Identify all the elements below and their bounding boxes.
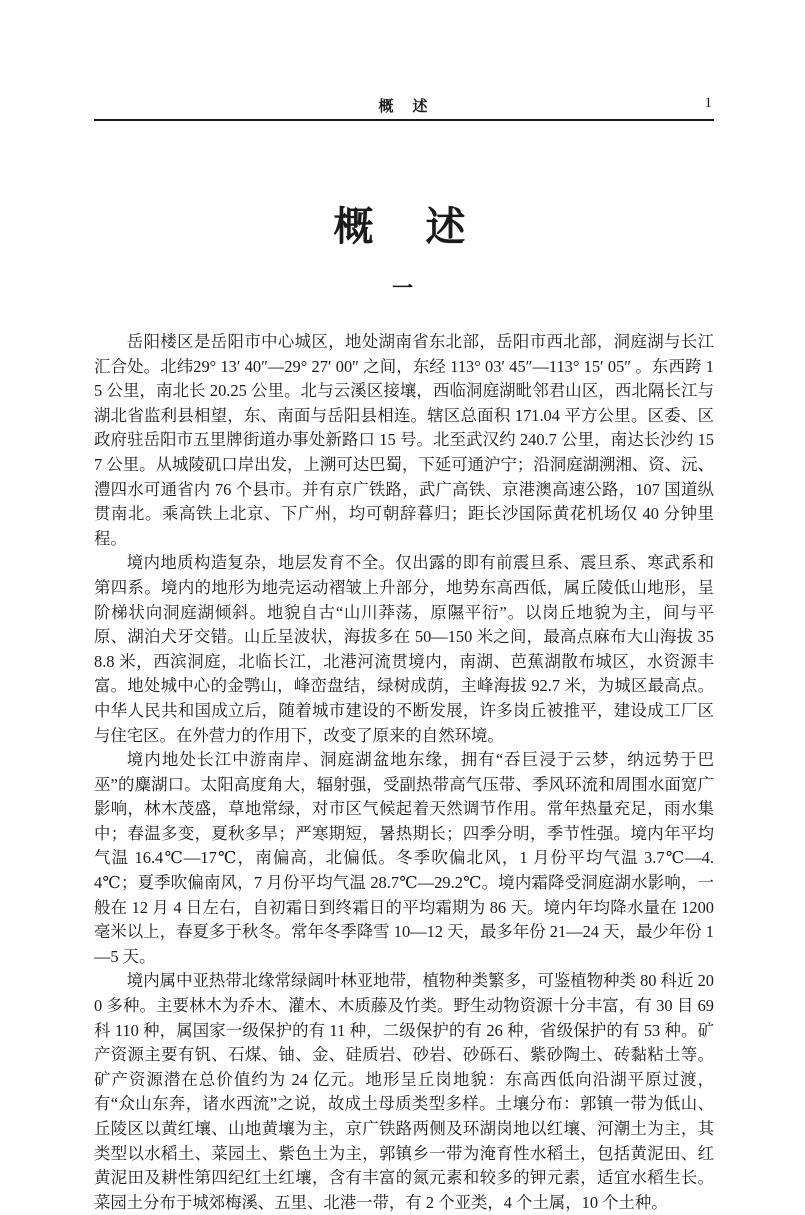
paragraph-geology: 境内地质构造复杂，地层发育不全。仅出露的即有前震旦系、震旦系、寒武系和第四系。境内的地形为地壳运动褶皱上升部分，地势东高西低，属丘陵低山地形，呈阶梯状向洞庭湖倾斜。地貌自古“山川莽荡，原隰平衍”。以岗丘地貌为主，间与平原、湖泊犬牙交错。山丘呈波状，海拔多在 50—150 米之间，最高点麻布大山海拔 358.8 米，西滨洞庭，北临长江，北港河流贯境内，南湖、芭蕉湖散布城区，水资源丰富。地处城中心的金鹗山，峰峦盘结，绿树成荫，主峰海拔 92.7 米，为城区最高点。中华人民共和国成立后，随着城市建设的不断发展，许多岗丘被推平，建设成工厂区与住宅区。在外营力的作用下，改变了原来的自然环境。 <box>94 553 714 745</box>
chapter-title: 概 述 <box>333 204 472 249</box>
running-header-title: 概 述 <box>378 99 430 115</box>
running-header <box>94 95 714 119</box>
paragraph-resources: 境内属中亚热带北缘常绿阔叶林亚地带，植物种类繁多，可鉴植物种类 80 科近 200 多种。主要林木为乔木、灌木、木质藤及竹类。野生动物资源十分丰富，有 30 目 69 科 110 种，属国家一级保护的有 11 种，二级保护的有 26 种，省级保护的有 53 种。矿产资源主要有钒、石煤、铀、金、硅质岩、砂岩、砂砾石、紫砂陶土、砖黏粘土等。矿产资源潜在总价值约为 24 亿元。地形呈丘岗地貌：东高西低向沿湖平原过渡，有“众山东奔，诸水西流”之说，故成土母质类型多样。土壤分布：郭镇一带为低山、丘陵区以黄红壤、山地黄壤为主，京广铁路两侧及环湖岗地以红壤、河潮土为主，其类型以水稻土、菜园土、紫色土为主，郭镇乡一带为淹育性水稻土，包括黄泥田、红黄泥田及耕性第四纪红土红壤，含有丰富的氮元素和较多的钾元素，适宜水稻生长。菜园土分布于城郊梅溪、五里、北港一带，有 2 个亚类，4 个土属，10 个土种。 <box>94 971 714 1212</box>
body-text <box>94 330 714 1215</box>
page-number: 1 <box>704 95 712 111</box>
header-rule-divider <box>94 119 714 121</box>
paragraph-climate: 境内地处长江中游南岸、洞庭湖盆地东缘，拥有“吞巨浸于云梦，纳远势于巴巫”的麋湖口。太阳高度角大，辐射强，受副热带高气压带、季风环流和周围水面宽广影响，林木茂盛，草地常绿，对市区气候起着天然调节作用。常年热量充足，雨水集中；春温多变，夏秋多旱；严寒期短，暑热期长；四季分明，季节性强。境内年平均气温 16.4℃—17℃，南偏高，北偏低。冬季吹偏北风，1 月份平均气温 3.7℃—4.4℃；夏季吹偏南风，7 月份平均气温 28.7℃—29.2℃。境内霜降受洞庭湖水影响，一般在 12 月 4 日左右，自初霜日到终霜日的平均霜期为 86 天。境内年均降水量在 1200 毫米以上，春夏多于秋冬。常年冬季降雪 10—12 天，最多年份 21—24 天，最少年份 1—5 天。 <box>94 750 714 966</box>
paragraph-geography: 岳阳楼区是岳阳市中心城区，地处湖南省东北部，岳阳市西北部，洞庭湖与长江汇合处。北纬29° 13′ 40″—29° 27′ 00″ 之间，东经 113° 03′ 45″—113° 15′ 05″ 。东西跨 15 公里，南北长 20.25 公里。北与云溪区接壤，西临洞庭湖毗邻君山区，西北隔长江与湖北省监利县相望，东、南面与岳阳县相连。辖区总面积 171.04 平方公里。区委、区政府驻岳阳市五里牌街道办事处新路口 15 号。北至武汉约 240.7 公里，南达长沙约 157 公里。从城陵矶口岸出发，上溯可达巴蜀，下延可通沪宁；沿洞庭湖溯湘、资、沅、澧四水可通省内 76 个县市。并有京广铁路，武广高铁、京港澳高速公路，107 国道纵贯南北。乘高铁上北京、下广州，均可朝辞暮归；距长沙国际黄花机场仅 40 分钟里程。 <box>94 332 714 548</box>
section-marker: 一 <box>392 276 413 300</box>
